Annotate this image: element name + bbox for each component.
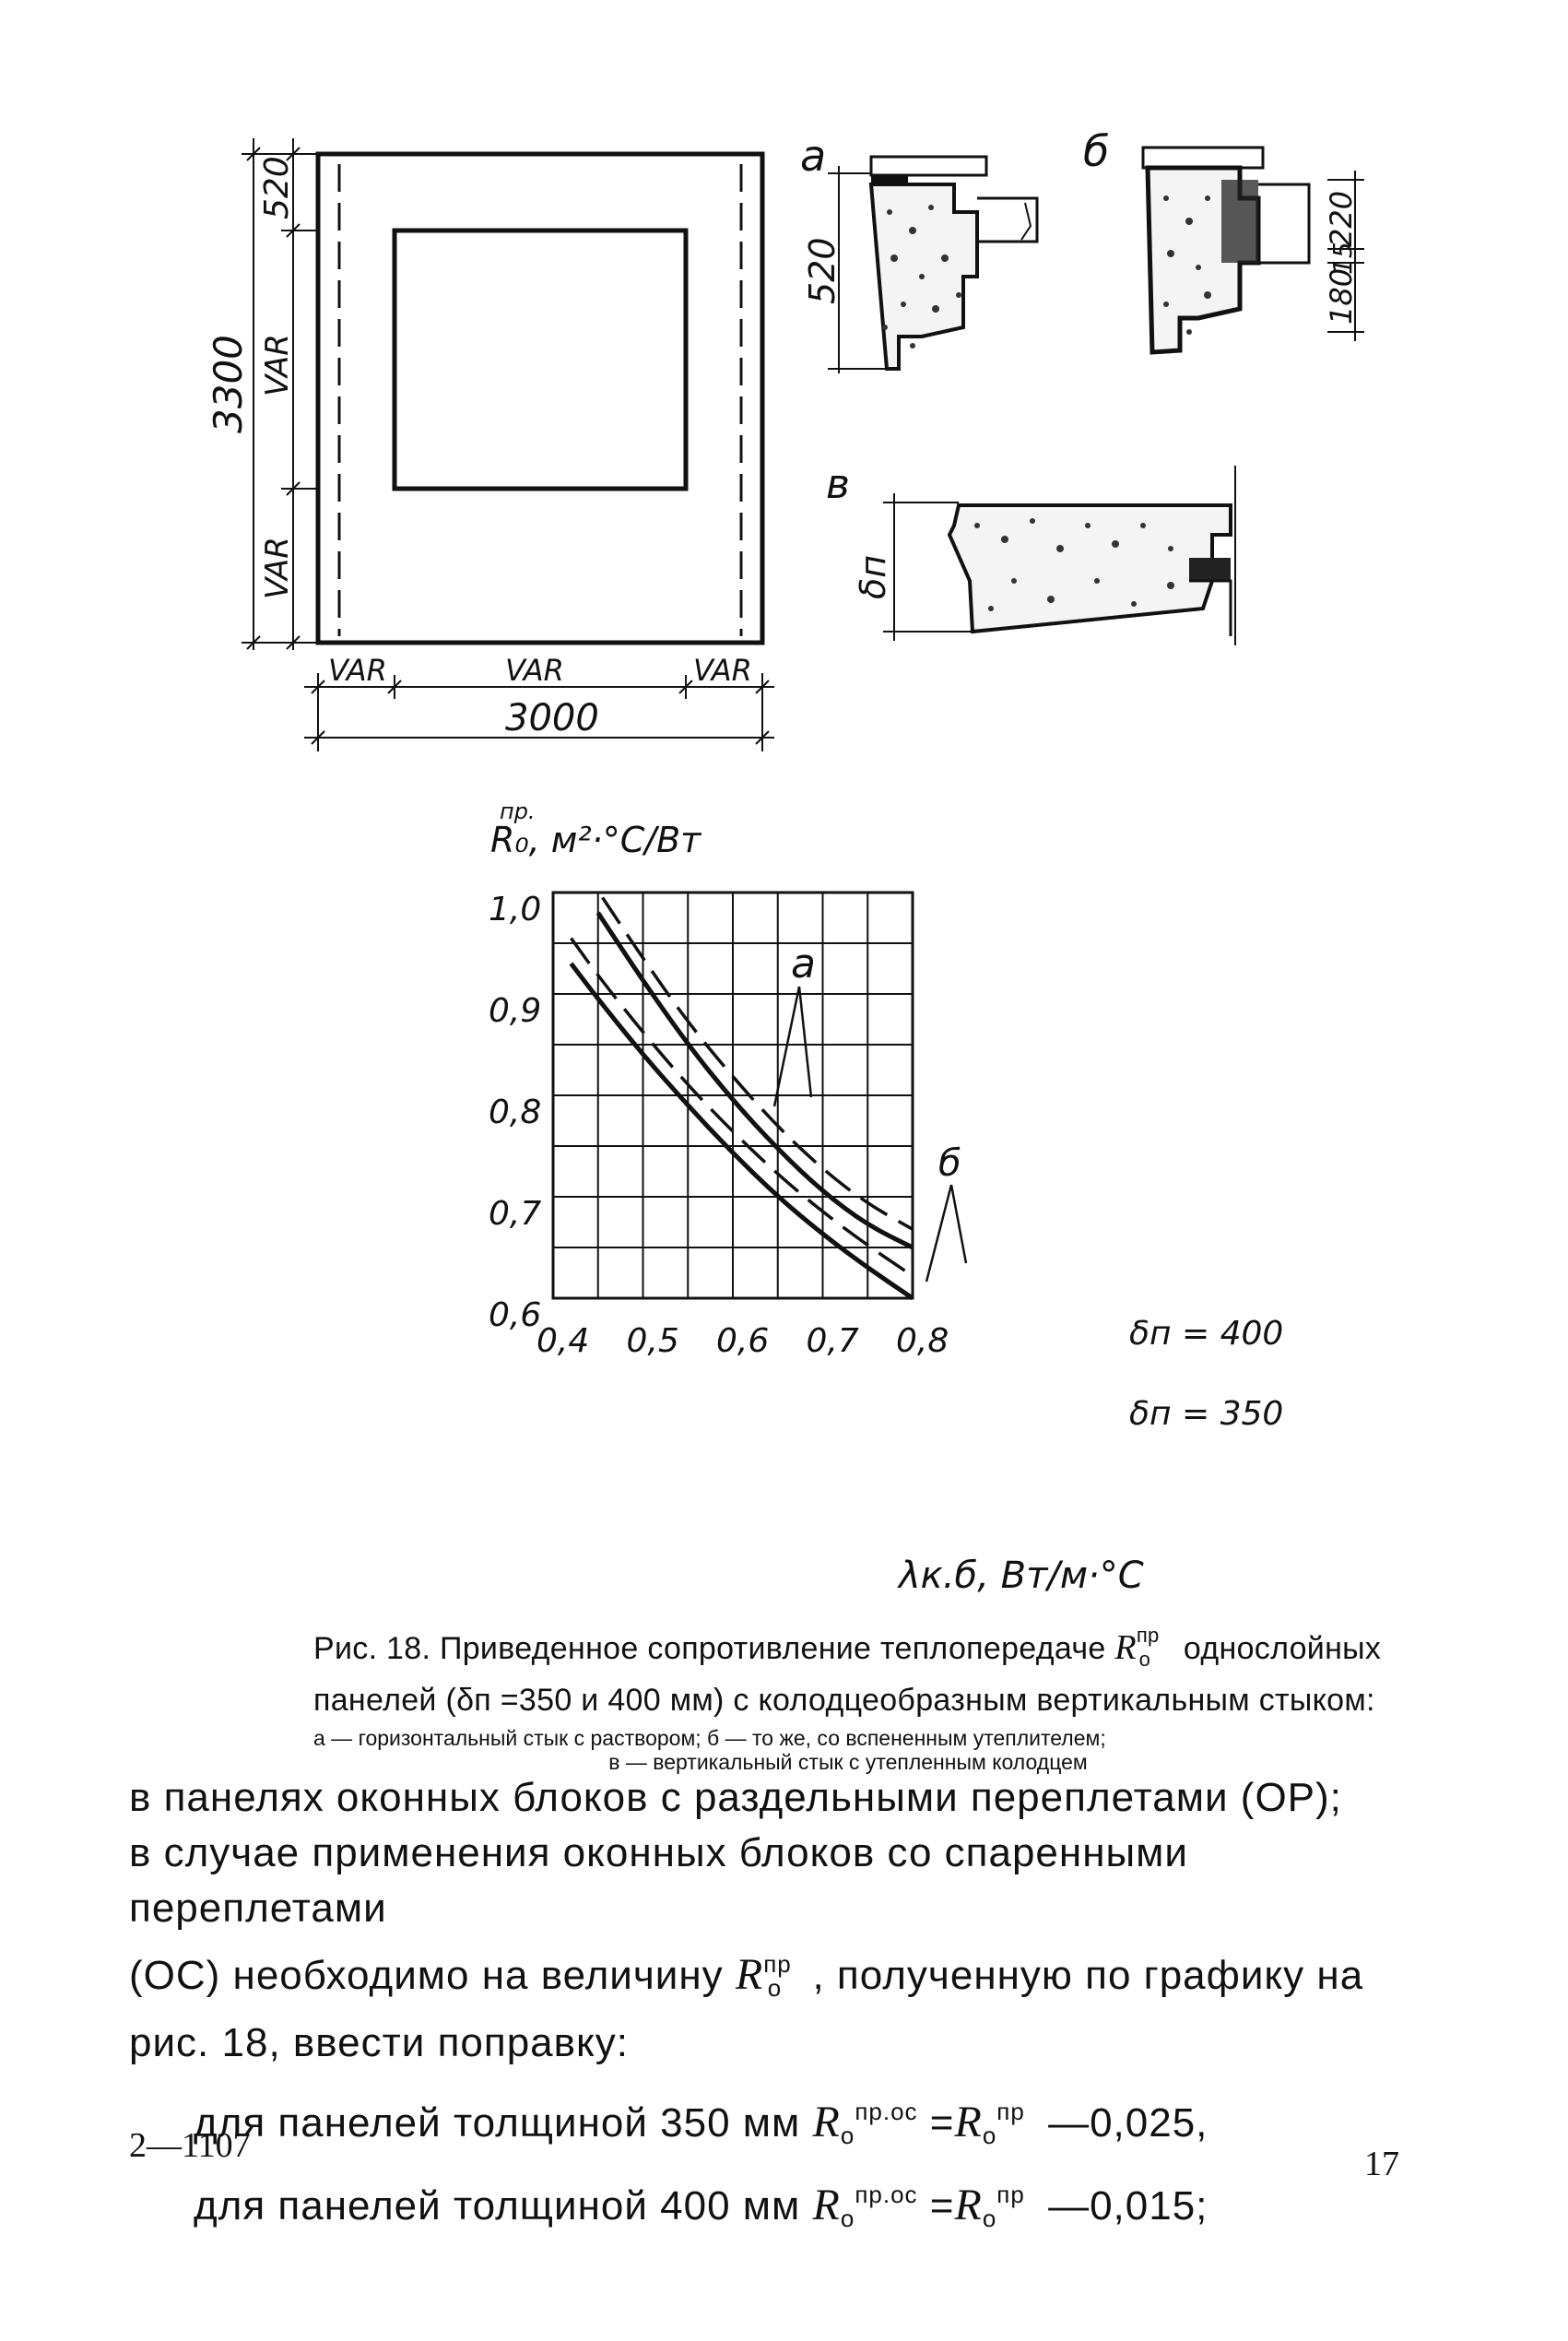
dim-var-left: VAR	[328, 653, 387, 688]
caption-line-1	[313, 1615, 1383, 1680]
dim-var-mid: VAR	[259, 334, 296, 396]
figure-caption	[313, 1615, 1383, 1774]
detail-a	[800, 131, 1037, 373]
formula-350-sub2: о	[982, 2122, 997, 2149]
x-axis-label: λк.б, Вт/м·°С	[899, 1555, 1144, 1597]
formula-400-suffix: —0,015;	[1048, 2183, 1208, 2229]
r-symbol: R	[735, 1950, 764, 1999]
paragraph-line-3a: (ОС) необходимо на величину	[129, 1953, 724, 1998]
x-tick-label: 0,8	[896, 1322, 949, 1360]
y-tick-label: 0,8	[489, 1094, 542, 1131]
caption-line-4: в — вертикальный стык с утепленным колодцем	[608, 1750, 1088, 1774]
panel-drawing	[0, 0, 1568, 793]
paragraph-line-3	[129, 1936, 1438, 2016]
caption-r-sub: о	[1138, 1648, 1151, 1671]
detail-c-dim: δп	[853, 554, 893, 599]
formula-350-prefix: для панелей толщиной 350 мм	[194, 2100, 801, 2146]
annotation-delta-350: δп = 350	[1129, 1395, 1284, 1433]
formula-350	[129, 2084, 1438, 2163]
detail-b-dim-15: 15	[1327, 242, 1358, 275]
formula-350-sup: пр.ос	[855, 2098, 918, 2125]
caption-r-symbol: R	[1114, 1628, 1137, 1667]
formula-350-r: R	[812, 2098, 841, 2146]
paragraph-line-4: рис. 18, ввести поправку:	[129, 2020, 629, 2065]
x-tick-label: 0,7	[806, 1322, 859, 1360]
caption-line-2: панелей (δп =350 и 400 мм) с колодцеобразным вертикальным стыком:	[313, 1683, 1375, 1718]
formula-350-sub: о	[840, 2122, 855, 2149]
caption-text: Рис. 18. Приведенное сопротивление теплопередаче	[313, 1631, 1106, 1666]
formula-350-eq: =	[929, 2100, 955, 2146]
r-sub: о	[767, 1974, 783, 2002]
formula-400-sup2: пр	[996, 2181, 1025, 2208]
formula-400-sub2: о	[982, 2205, 997, 2232]
y-tick-label: 1,0	[489, 891, 542, 928]
formula-400-r2: R	[954, 2181, 983, 2229]
y-axis-label: R₀, м²·°С/Вт	[490, 820, 701, 860]
formula-400	[129, 2167, 1438, 2246]
r-sup: пр	[763, 1950, 792, 1978]
caption-text-end: однослойных	[1183, 1631, 1382, 1666]
formula-350-sup2: пр	[996, 2098, 1025, 2125]
dim-var-right: VAR	[693, 653, 752, 688]
detail-a-dim: 520	[802, 237, 843, 304]
paragraph-line-1: в панелях оконных блоков с раздельными переплетами (ОР);	[129, 1775, 1342, 1820]
caption-r-sup: пр	[1136, 1624, 1160, 1647]
formula-400-r: R	[812, 2181, 841, 2229]
y-axis-label-sup: пр.	[500, 798, 536, 824]
formula-400-prefix: для панелей толщиной 400 мм	[194, 2183, 801, 2229]
detail-c-label: в	[826, 461, 850, 508]
detail-b	[1083, 126, 1364, 352]
detail-c	[826, 461, 1235, 645]
annotation-a: а	[791, 940, 816, 987]
detail-b-dim-220: 220	[1324, 190, 1359, 247]
detail-a-label: а	[800, 131, 827, 181]
formula-350-r2: R	[954, 2098, 983, 2146]
y-tick-label: 0,9	[489, 992, 542, 1030]
detail-b-label: б	[1083, 126, 1110, 176]
panel-outline	[318, 154, 762, 643]
footer-code: 2—1107	[129, 2126, 251, 2165]
y-tick-label: 0,7	[489, 1195, 542, 1233]
x-tick-label: 0,4	[536, 1322, 590, 1360]
formula-400-sup: пр.ос	[855, 2181, 918, 2208]
formula-400-eq: =	[929, 2183, 955, 2229]
dim-var-bottom: VAR	[259, 537, 296, 599]
page-number: 17	[1364, 2145, 1399, 2183]
x-tick-label: 0,5	[626, 1322, 679, 1360]
paragraph-line-2: в случае применения оконных блоков со спаренными переплетами	[129, 1830, 1188, 1931]
dim-height: 3300	[206, 335, 251, 433]
body-text	[129, 1770, 1438, 2246]
x-tick-label: 0,6	[716, 1322, 770, 1360]
caption-line-3: а — горизонтальный стык с раствором; б — то же, со вспененным утеплителем;	[313, 1726, 1106, 1750]
y-tick-label: 0,6	[489, 1296, 542, 1334]
window-opening	[395, 231, 686, 489]
formula-350-suffix: —0,025,	[1048, 2100, 1208, 2146]
chart	[442, 793, 1364, 1604]
annotation-b: б	[938, 1142, 961, 1185]
formula-400-sub: о	[840, 2205, 855, 2232]
dim-width: 3000	[505, 697, 599, 739]
annotation-delta-400: δп = 400	[1129, 1315, 1284, 1353]
paragraph-line-3b: , полученную по графику на	[812, 1953, 1364, 1998]
dim-top-520: 520	[258, 156, 296, 219]
detail-b-dim-180: 180	[1324, 267, 1359, 325]
dim-var-center: VAR	[505, 653, 564, 688]
